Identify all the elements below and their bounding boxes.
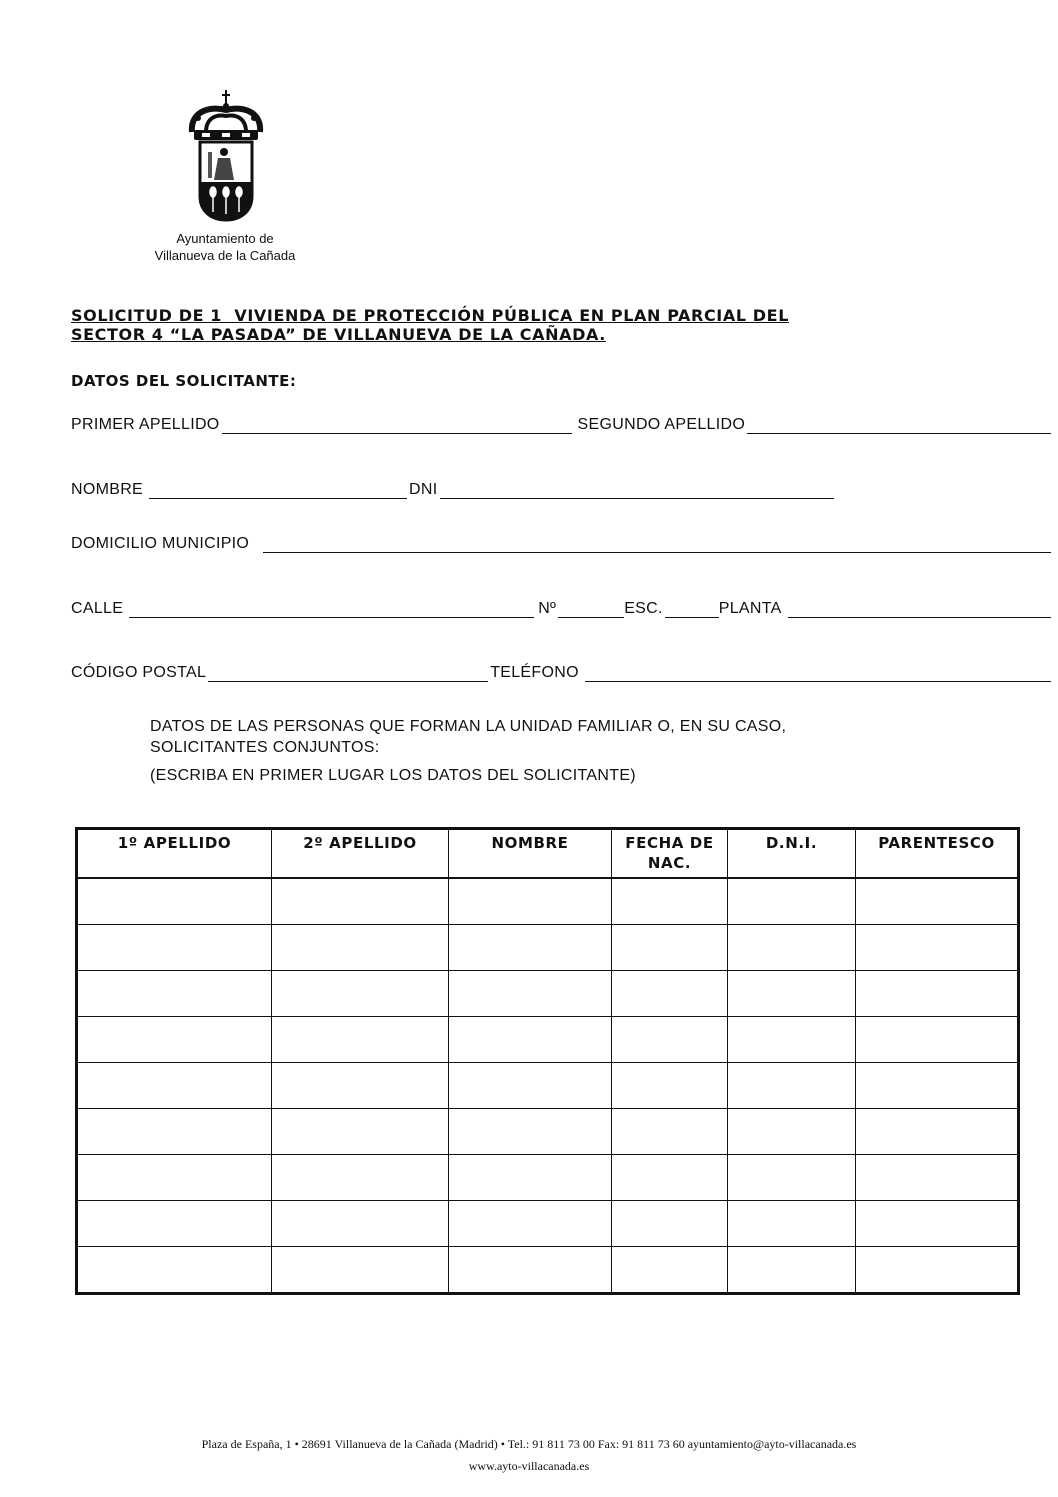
phone-label: TELÉFONO <box>490 664 579 681</box>
table-cell[interactable] <box>856 925 1019 971</box>
household-instructions <box>150 716 910 786</box>
table-cell[interactable] <box>449 1063 612 1109</box>
table-row <box>77 971 1019 1017</box>
table-cell[interactable] <box>612 971 728 1017</box>
table-cell[interactable] <box>856 971 1019 1017</box>
table-cell[interactable] <box>77 1017 272 1063</box>
first-surname-field[interactable] <box>222 417 572 434</box>
first-surname-label: PRIMER APELLIDO <box>71 416 220 433</box>
column-header: 1º APELLIDO <box>77 829 272 879</box>
table-cell[interactable] <box>272 1155 449 1201</box>
table-cell[interactable] <box>449 1155 612 1201</box>
title-line-2: SECTOR 4 “LA PASADA” DE VILLANUEVA DE LA CAÑADA. <box>71 325 606 344</box>
table-cell[interactable] <box>728 1201 856 1247</box>
postal-code-field[interactable] <box>208 665 488 682</box>
table-cell[interactable] <box>728 925 856 971</box>
table-cell[interactable] <box>856 1109 1019 1155</box>
table-cell[interactable] <box>728 1063 856 1109</box>
table-cell[interactable] <box>612 1017 728 1063</box>
second-surname-label: SEGUNDO APELLIDO <box>577 416 746 433</box>
street-field[interactable] <box>129 601 534 618</box>
institution-caption <box>130 230 320 264</box>
column-header: 2º APELLIDO <box>272 829 449 879</box>
table-cell[interactable] <box>77 971 272 1017</box>
table-cell[interactable] <box>856 1247 1019 1294</box>
dni-field[interactable] <box>440 482 835 499</box>
table-cell[interactable] <box>856 878 1019 925</box>
staircase-field[interactable] <box>665 601 719 618</box>
caption-line-1: Ayuntamiento de <box>176 231 274 246</box>
household-members-table <box>75 827 1020 1295</box>
table-row <box>77 1155 1019 1201</box>
column-header: NOMBRE <box>449 829 612 879</box>
table-cell[interactable] <box>728 971 856 1017</box>
title-line-1: SOLICITUD DE 1 VIVIENDA DE PROTECCIÓN PÚBLICA EN PLAN PARCIAL DEL <box>71 306 790 325</box>
form-title <box>71 306 911 344</box>
table-cell[interactable] <box>728 1109 856 1155</box>
table-cell[interactable] <box>856 1063 1019 1109</box>
table-cell[interactable] <box>612 925 728 971</box>
table-cell[interactable] <box>612 1109 728 1155</box>
table-cell[interactable] <box>728 878 856 925</box>
table-cell[interactable] <box>77 1155 272 1201</box>
column-header: D.N.I. <box>728 829 856 879</box>
table-row <box>77 1063 1019 1109</box>
table-cell[interactable] <box>612 1247 728 1294</box>
table-row <box>77 1247 1019 1294</box>
table-cell[interactable] <box>856 1017 1019 1063</box>
table-cell[interactable] <box>449 1247 612 1294</box>
street-label: CALLE <box>71 600 124 617</box>
table-cell[interactable] <box>612 1155 728 1201</box>
name-field[interactable] <box>149 482 407 499</box>
table-cell[interactable] <box>612 1201 728 1247</box>
street-row <box>71 596 1051 618</box>
number-label: Nº <box>538 600 557 617</box>
table-cell[interactable] <box>77 878 272 925</box>
table-header-row <box>77 829 1019 879</box>
postal-phone-row <box>71 660 1051 682</box>
column-header: FECHA DE NAC. <box>612 829 728 879</box>
table-row <box>77 1017 1019 1063</box>
phone-field[interactable] <box>585 665 1051 682</box>
footer-website: www.ayto-villacanada.es <box>468 1459 590 1473</box>
table-cell[interactable] <box>612 1063 728 1109</box>
table-body <box>77 878 1019 1294</box>
household-note: (ESCRIBA EN PRIMER LUGAR LOS DATOS DEL SOLICITANTE) <box>150 767 636 784</box>
table-cell[interactable] <box>77 1201 272 1247</box>
table-cell[interactable] <box>728 1017 856 1063</box>
floor-label: PLANTA <box>718 600 782 617</box>
postal-code-label: CÓDIGO POSTAL <box>71 664 207 681</box>
applicant-section-heading: DATOS DEL SOLICITANTE: <box>71 372 297 390</box>
table-cell[interactable] <box>272 878 449 925</box>
table-cell[interactable] <box>272 1247 449 1294</box>
table-row <box>77 878 1019 925</box>
municipality-label: DOMICILIO MUNICIPIO <box>71 535 250 552</box>
table-cell[interactable] <box>728 1247 856 1294</box>
surnames-row <box>71 412 1051 434</box>
table-cell[interactable] <box>272 1063 449 1109</box>
table-cell[interactable] <box>612 878 728 925</box>
table-cell[interactable] <box>77 1109 272 1155</box>
municipality-row <box>71 531 1051 553</box>
number-field[interactable] <box>558 601 624 618</box>
caption-line-2: Villanueva de la Cañada <box>154 248 296 263</box>
column-header: PARENTESCO <box>856 829 1019 879</box>
dni-label: DNI <box>409 481 438 498</box>
table-cell[interactable] <box>449 1201 612 1247</box>
table-row <box>77 1109 1019 1155</box>
table-row <box>77 925 1019 971</box>
table-cell[interactable] <box>449 971 612 1017</box>
second-surname-field[interactable] <box>747 417 1051 434</box>
table-cell[interactable] <box>856 1155 1019 1201</box>
household-line-1: DATOS DE LAS PERSONAS QUE FORMAN LA UNIDAD FAMILIAR O, EN SU CASO, <box>150 718 787 735</box>
table-cell[interactable] <box>272 1017 449 1063</box>
table-cell[interactable] <box>77 1063 272 1109</box>
table-cell[interactable] <box>449 878 612 925</box>
name-label: NOMBRE <box>71 481 144 498</box>
table-cell[interactable] <box>449 1109 612 1155</box>
footer-address: Plaza de España, 1 • 28691 Villanueva de la Cañada (Madrid) • Tel.: 91 811 73 00 Fax: 91 811 73 60 ayuntamiento@ayto-villacanada.es <box>201 1437 857 1451</box>
coat-of-arms-icon <box>150 88 310 228</box>
staircase-label: ESC. <box>624 600 663 617</box>
household-line-2: SOLICITANTES CONJUNTOS: <box>150 739 380 756</box>
table-cell[interactable] <box>272 1109 449 1155</box>
table-cell[interactable] <box>77 1247 272 1294</box>
table-cell[interactable] <box>449 925 612 971</box>
municipality-field[interactable] <box>263 536 1051 553</box>
floor-field[interactable] <box>788 601 1051 618</box>
table-cell[interactable] <box>449 1017 612 1063</box>
table-cell[interactable] <box>728 1155 856 1201</box>
table-cell[interactable] <box>856 1201 1019 1247</box>
table-cell[interactable] <box>272 971 449 1017</box>
table-cell[interactable] <box>272 925 449 971</box>
table-cell[interactable] <box>272 1201 449 1247</box>
table-row <box>77 1201 1019 1247</box>
name-dni-row <box>71 477 834 499</box>
table-cell[interactable] <box>77 925 272 971</box>
